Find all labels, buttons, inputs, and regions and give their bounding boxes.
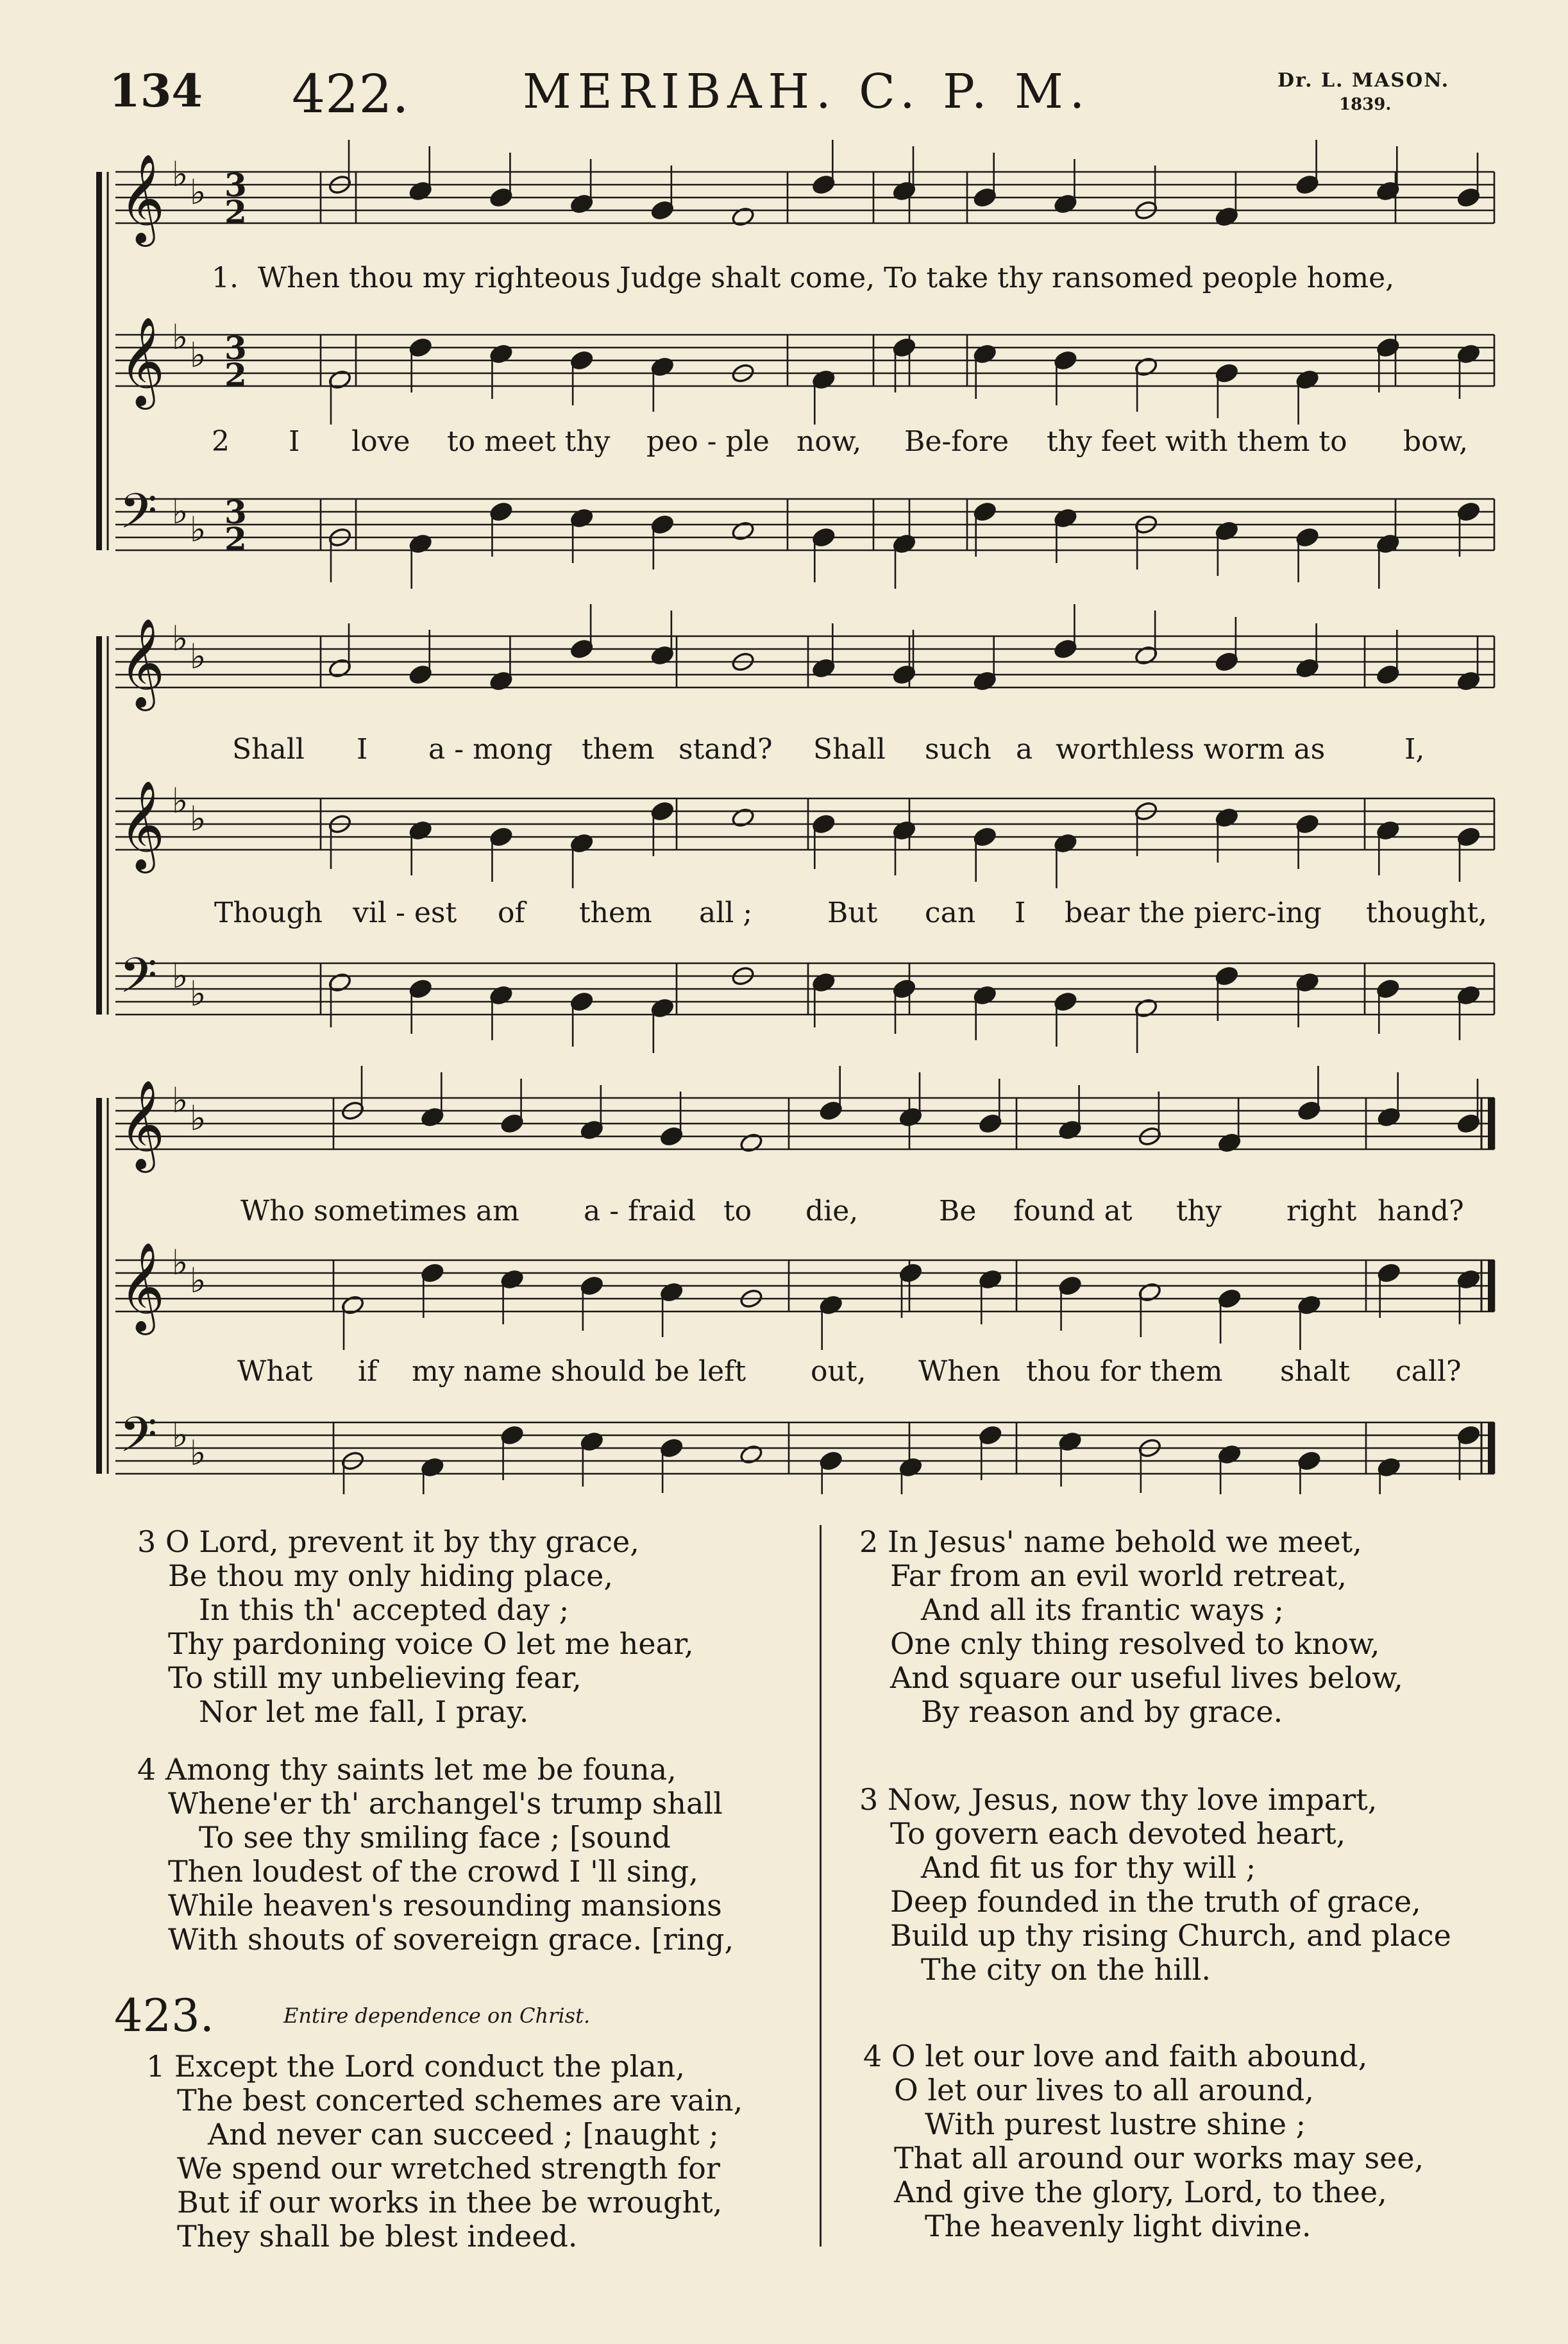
lyric-s2-l1: worthless worm as — [1056, 733, 1326, 766]
bass-clef-icon: 𝄢 — [119, 483, 158, 552]
verse-line: O let our lives to all around, — [894, 2073, 1314, 2107]
note-head — [730, 206, 755, 227]
lyric-s2-l2: of — [498, 897, 525, 929]
verse-line: In this th' accepted day ; — [199, 1592, 569, 1627]
verse-line: And fit us for thy will ; — [921, 1850, 1256, 1885]
treble-clef-icon: 𝄞 — [119, 618, 165, 707]
lyric-s1-l2: Be-fore — [904, 425, 1009, 458]
note-head — [739, 1132, 763, 1153]
flat-icon: ♭ — [172, 1080, 189, 1120]
verse-line: Deep founded in the truth of grace, — [890, 1884, 1421, 1919]
verse-number: 1 — [146, 2049, 165, 2084]
verse-right-3 — [859, 1783, 1451, 1987]
lyric-s1-l2: thy feet with them to — [1047, 425, 1347, 458]
composer: Dr. L. MASON. — [1277, 69, 1450, 92]
verse-line: And square our useful lives below, — [890, 1660, 1403, 1695]
hymn-number: 422. — [292, 64, 409, 125]
lyric-s2-l1: I, — [1404, 733, 1425, 766]
lyric-s3-l2: if — [358, 1355, 378, 1388]
lyric-s3-l2: What — [237, 1355, 313, 1388]
lyric-s3-l2: my name should be left — [412, 1355, 746, 1388]
verse-number: 2 — [859, 1524, 879, 1559]
verse-line: While heaven's resounding mansions — [168, 1888, 722, 1923]
column-divider — [820, 1525, 822, 2247]
lyric-s2-l2: bear the pierc-ing — [1065, 897, 1322, 929]
lyric-s2-l1: a — [1016, 733, 1033, 766]
time-signature-bottom: 2 — [224, 520, 247, 558]
system-bracket — [96, 172, 102, 550]
verse-line: Thy pardoning voice O let me hear, — [168, 1626, 694, 1661]
verse-line: Far from an evil world retreat, — [890, 1558, 1347, 1593]
flat-icon: ♭ — [172, 780, 189, 821]
flat-icon: ♭ — [190, 1098, 207, 1138]
verse-line: By reason and by grace. — [921, 1694, 1283, 1729]
flat-icon: ♭ — [172, 154, 189, 194]
verse-line: But if our works in thee be wrought, — [177, 2185, 723, 2220]
verse-right-2 — [859, 1525, 1403, 1729]
time-signature-top: 3 — [224, 166, 247, 204]
system-bracket — [96, 636, 102, 1015]
verse-line: O let our love and faith abound, — [891, 2039, 1368, 2073]
lyric-s3-l2: When — [918, 1355, 1000, 1388]
verse-number: 4 — [137, 1752, 156, 1787]
page-number: 134 — [109, 64, 203, 117]
flat-icon: ♭ — [190, 974, 207, 1014]
lyric-s3-l1: die, — [805, 1195, 859, 1227]
lyric-s2-l2: can — [925, 897, 976, 929]
time-signature-top: 3 — [224, 329, 247, 367]
time-signature-bottom: 2 — [224, 193, 247, 231]
flat-icon: ♭ — [190, 509, 207, 550]
verse-line: And give the glory, Lord, to thee, — [894, 2175, 1387, 2209]
verse-left-4 — [137, 1753, 734, 1957]
flat-icon: ♭ — [190, 172, 207, 212]
flat-icon: ♭ — [172, 618, 189, 659]
lyric-s1-l2: bow, — [1403, 425, 1469, 458]
verse-line: With purest lustre shine ; — [925, 2107, 1306, 2141]
lyric-s1-l2: love — [351, 425, 410, 458]
verse-left-3 — [137, 1525, 694, 1729]
note-head — [730, 807, 755, 828]
lyric-s3-l1: to — [723, 1195, 752, 1227]
lyric-s3-l1: found at — [1013, 1195, 1133, 1227]
lyric-s3-l2: thou for them — [1026, 1355, 1223, 1388]
verse-line: They shall be blest indeed. — [177, 2219, 578, 2254]
verse-line: O Lord, prevent it by thy grace, — [165, 1524, 639, 1559]
verse-line: Now, Jesus, now thy love impart, — [887, 1782, 1378, 1817]
time-signature-bottom: 2 — [224, 356, 247, 394]
flat-icon: ♭ — [190, 1260, 207, 1301]
lyric-s2-l1: stand? — [679, 733, 773, 766]
lyric-s2-l2: But — [827, 897, 878, 929]
verse-line: And never can succeed ; [naught ; — [208, 2117, 719, 2152]
verse-number: 3 — [137, 1524, 156, 1559]
verse-number: 3 — [859, 1782, 879, 1817]
treble-clef-icon: 𝄞 — [119, 1080, 165, 1169]
verse-line: That all around our works may see, — [894, 2141, 1424, 2175]
flat-icon: ♭ — [172, 1242, 189, 1283]
treble-clef-icon: 𝄞 — [119, 317, 165, 406]
verse-line: Except the Lord conduct the plan, — [174, 2049, 686, 2084]
verse-line: Whene'er th' archangel's trump shall — [168, 1786, 723, 1821]
lyric-s2-l1: a - mong — [428, 733, 553, 766]
final-bar-thick — [1488, 1260, 1494, 1311]
flat-icon: ♭ — [190, 798, 207, 839]
time-signature-top: 3 — [224, 493, 247, 531]
verse-line: One cnly thing resolved to know, — [890, 1626, 1380, 1661]
flat-icon: ♭ — [172, 1415, 189, 1455]
verse-right-4 — [863, 2039, 1424, 2243]
verse-line: Among thy saints let me be founa, — [165, 1752, 677, 1787]
lyric-s1-l2: now, — [797, 425, 862, 458]
lyric-s1-l1: When thou my righteous Judge shalt come, To take thy ransomed people home, — [258, 262, 1395, 294]
lyric-s1-l2: I — [289, 425, 300, 458]
lyric-s1-l2: peo - ple — [646, 425, 770, 458]
verse-number: 4 — [863, 2039, 882, 2073]
lyric-s2-l2: Though — [214, 897, 323, 929]
system-bracket — [96, 1098, 102, 1474]
lyric-s3-l2: shalt — [1280, 1355, 1350, 1388]
lyric-s3-l1: a - fraid — [584, 1195, 696, 1227]
lyric-s1-l1-verse-number: 1. — [212, 262, 239, 294]
hymn-423-subtitle: Entire dependence on Christ. — [283, 2003, 591, 2028]
verse-line: To still my unbelieving fear, — [168, 1660, 582, 1695]
final-bar-thick — [1488, 1422, 1494, 1474]
lyric-s2-l1: them — [582, 733, 655, 766]
verse-line: We spend our wretched strength for — [177, 2151, 720, 2186]
treble-clef-icon: 𝄞 — [119, 154, 165, 243]
lyric-s2-l2: thought, — [1366, 897, 1488, 929]
lyric-s2-l2: all ; — [699, 897, 753, 929]
verse-line: The heavenly light divine. — [925, 2209, 1311, 2243]
lyric-s3-l2: call? — [1395, 1355, 1462, 1388]
lyric-s2-l2: them — [579, 897, 652, 929]
verse-line: In Jesus' name behold we meet, — [887, 1524, 1362, 1559]
flat-icon: ♭ — [190, 335, 207, 375]
hymn-title: MERIBAH. C. P. M. — [523, 64, 1092, 119]
hymn-423-verse-1 — [146, 2050, 743, 2254]
flat-icon: ♭ — [172, 317, 189, 357]
verse-line: Then loudest of the crowd I 'll sing, — [168, 1854, 698, 1889]
lyric-s2-l2: vil - est — [353, 897, 457, 929]
lyric-s1-l2: to meet thy — [447, 425, 611, 458]
composer-year: 1839. — [1339, 95, 1392, 114]
lyric-s3-l1: Be — [939, 1195, 977, 1227]
lyric-s2-l1: such — [925, 733, 991, 766]
note-head — [730, 520, 755, 541]
lyric-s2-l1: Shall — [813, 733, 886, 766]
verse-line: Nor let me fall, I pray. — [199, 1694, 529, 1729]
lyric-s3-l1: Who sometimes am — [240, 1195, 519, 1227]
treble-clef-icon: 𝄞 — [119, 1242, 165, 1331]
verse-line: To govern each devoted heart, — [890, 1816, 1346, 1851]
verse-line: With shouts of sovereign grace. [ring, — [168, 1922, 734, 1957]
lyric-s3-l1: right — [1286, 1195, 1357, 1227]
verse-line: Be thou my only hiding place, — [168, 1558, 613, 1593]
lyric-s2-l1: I — [357, 733, 368, 766]
verse-line: Build up thy rising Church, and place — [890, 1918, 1451, 1953]
note-head — [739, 1444, 763, 1465]
bass-clef-icon: 𝄢 — [119, 1406, 158, 1475]
verse-line: The best concerted schemes are vain, — [177, 2083, 743, 2118]
lyric-s3-l1: hand? — [1378, 1195, 1464, 1227]
flat-icon: ♭ — [190, 1433, 207, 1473]
flat-icon: ♭ — [172, 956, 189, 996]
lyric-s2-l1: Shall — [232, 733, 305, 766]
flat-icon: ♭ — [172, 491, 189, 532]
bass-clef-icon: 𝄢 — [119, 947, 158, 1016]
final-bar-thick — [1488, 1098, 1494, 1149]
verse-line: And all its frantic ways ; — [921, 1592, 1284, 1627]
treble-clef-icon: 𝄞 — [119, 780, 165, 870]
lyric-s3-l1: thy — [1176, 1195, 1222, 1227]
verse-line: The city on the hill. — [921, 1952, 1211, 1987]
hymn-423-number: 423. — [114, 1989, 214, 2042]
flat-icon: ♭ — [190, 636, 207, 677]
lyric-s2-l2: I — [1015, 897, 1026, 929]
lyric-s3-l2: out, — [811, 1355, 866, 1388]
verse-line: To see thy smiling face ; [sound — [199, 1820, 671, 1855]
lyric-s1-l2-verse-number: 2 — [212, 425, 230, 458]
